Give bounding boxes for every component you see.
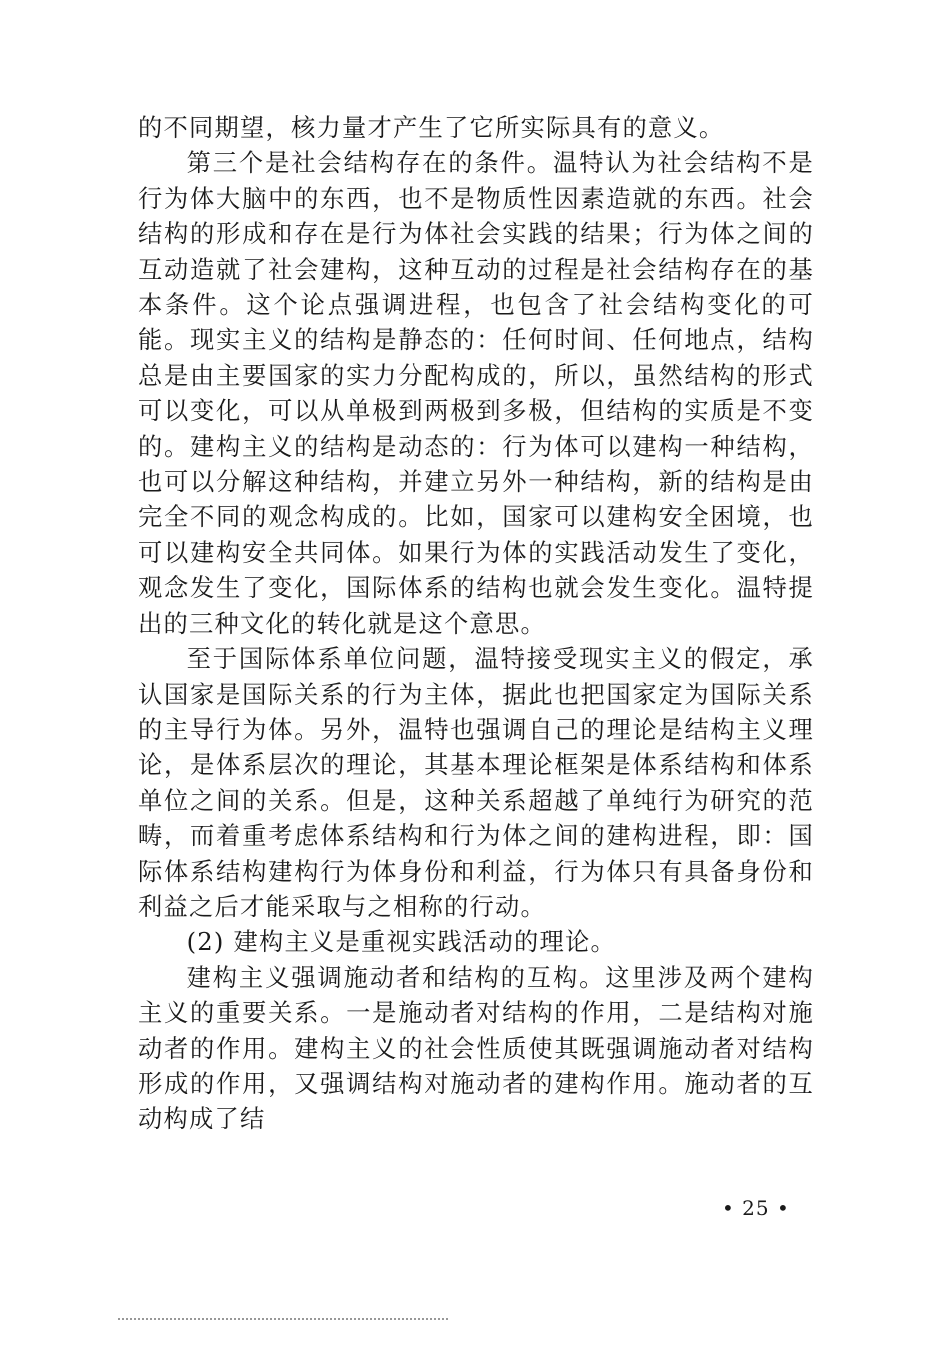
paragraph-continuation: 的不同期望，核力量才产生了它所实际具有的意义。	[138, 113, 725, 142]
paragraph-social-structure-conditions: 第三个是社会结构存在的条件。温特认为社会结构不是行为体大脑中的东西，也不是物质性因素造就的东西。社会结构的形成和存在是行为体社会实践的结果；行为体之间的互动造就了社会建构，这种互动的过程是社会结构存在的基本条件。这个论点强调进程，也包含了社会结构变化的可能。现实主义的结构是静态的：任何时间、任何地点，结构总是由主要国家的实力分配构成的，所以，虽然结构的形式可以变化，可以从单极到两极到多极，但结构的实质是不变的。建构主义的结构是动态的：行为体可以建构一种结构，也可以分解这种结构，并建立另外一种结构，新的结构是由完全不同的观念构成的。比如，国家可以建构安全困境，也可以建构安全共同体。如果行为体的实践活动发生了变化，观念发生了变化，国际体系的结构也就会发生变化。温特提出的三种文化的转化就是这个意思。	[138, 148, 814, 638]
scan-artifact	[118, 1318, 448, 1324]
body-text	[138, 110, 814, 1137]
paragraph-agent-structure: 建构主义强调施动者和结构的互构。这里涉及两个建构主义的重要关系。一是施动者对结构的作用，二是结构对施动者的作用。建构主义的社会性质使其既强调施动者对结构形成的作用，又强调结构对施动者的建构作用。施动者的互动构成了结	[138, 962, 814, 1134]
paragraph-system-units: 至于国际体系单位问题，温特接受现实主义的假定，承认国家是国际关系的行为主体，据此也把国家定为国际关系的主导行为体。另外，温特也强调自己的理论是结构主义理论，是体系层次的理论，其基本理论框架是体系结构和体系单位之间的关系。但是，这种关系超越了单纯行为研究的范畴，而着重考虑体系结构和行为体之间的建构进程，即：国际体系结构建构行为体身份和利益，行为体只有具备身份和利益之后才能采取与之相称的行动。	[138, 644, 814, 921]
page-number: • 25 •	[722, 1196, 790, 1220]
section-heading-practice: (2) 建构主义是重视实践活动的理论。	[186, 927, 616, 957]
